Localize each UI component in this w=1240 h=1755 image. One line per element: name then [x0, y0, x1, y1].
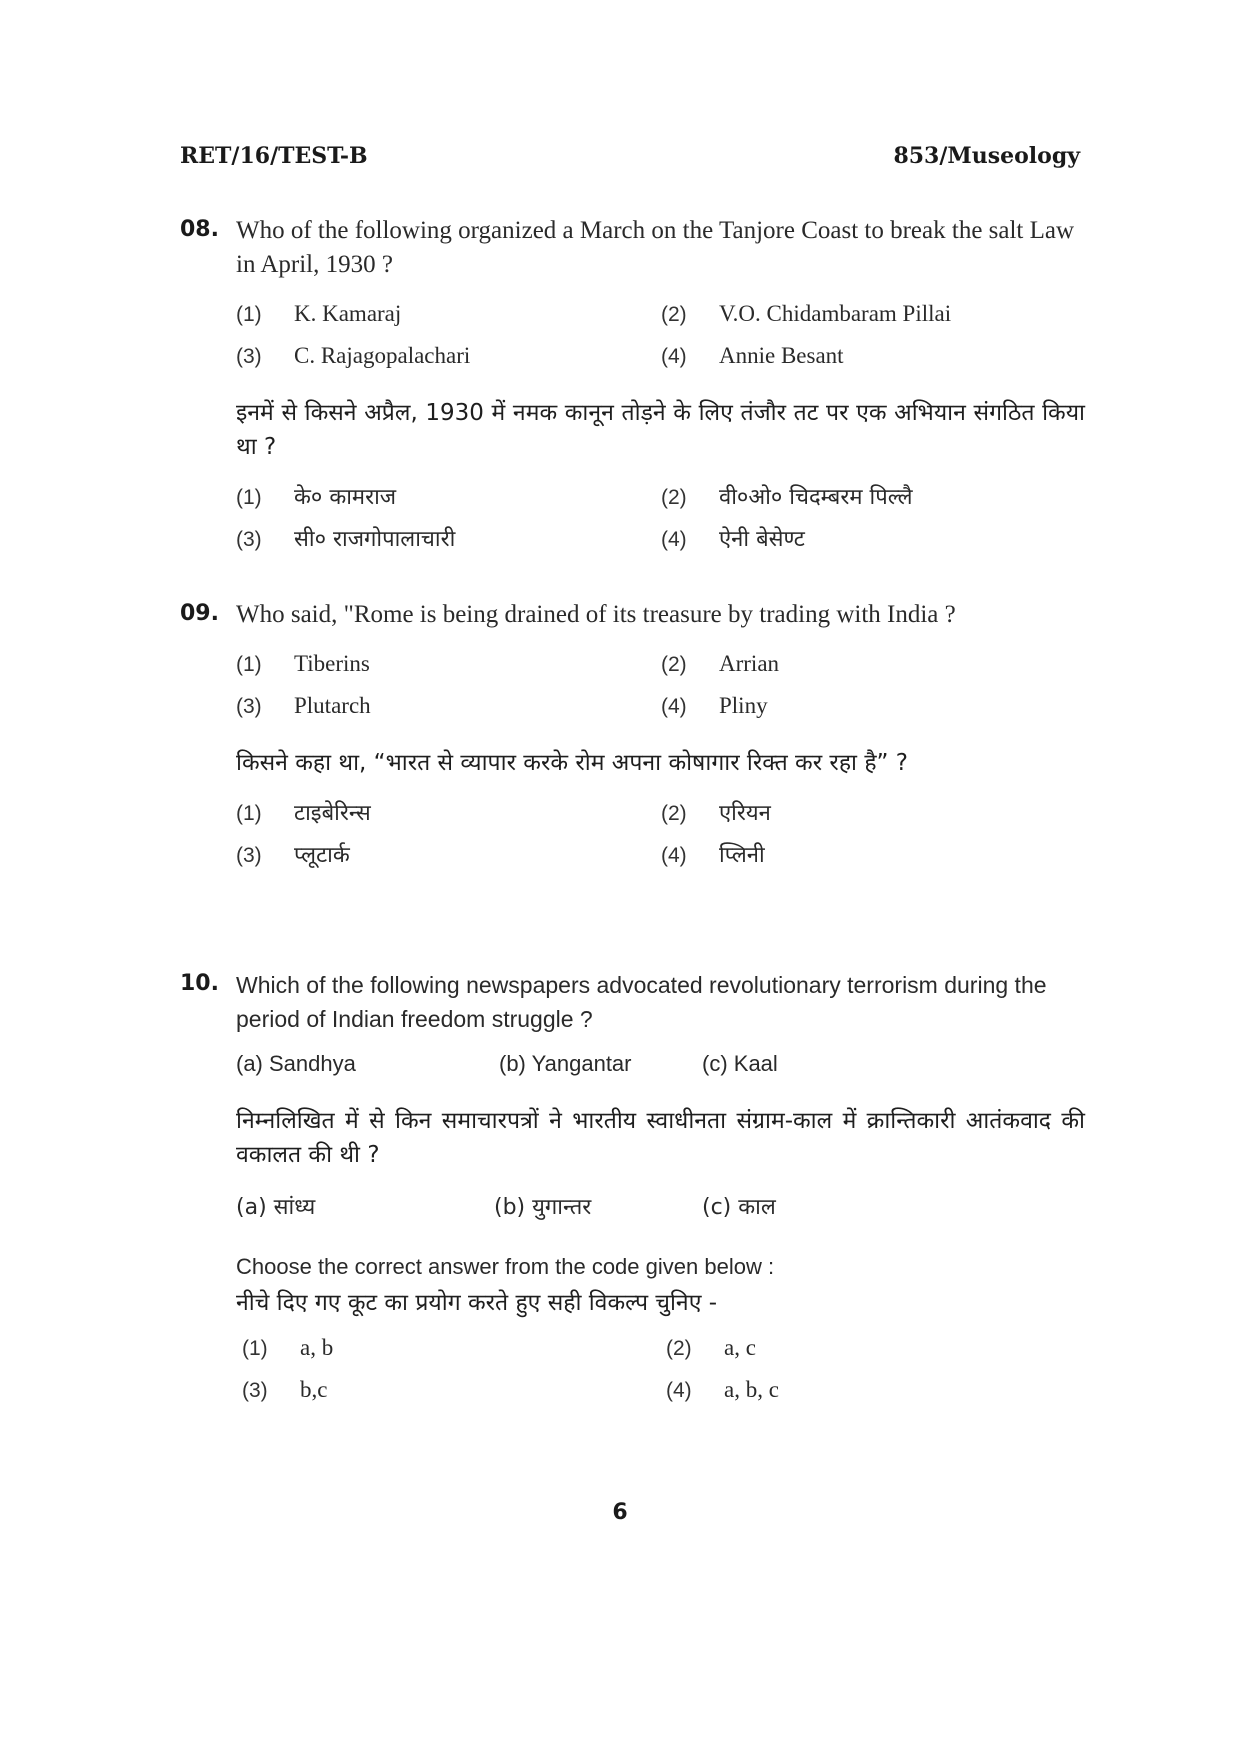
header-test-code: RET/16/TEST-B — [180, 143, 368, 169]
option-4: (4) Annie Besant — [661, 343, 844, 368]
options-en — [236, 644, 1085, 728]
option-3-hi: (3) प्लूटार्क — [236, 843, 350, 868]
answer-options — [236, 1328, 1085, 1412]
option-3-hi: (3) सी० राजगोपालाचारी — [236, 527, 456, 552]
option-1-hi: (1) टाइबेरिन्स — [236, 801, 371, 826]
item-c-hi: (c) काल — [702, 1195, 776, 1220]
option-3: (3) b,c — [242, 1377, 328, 1402]
option-1: (1) K. Kamaraj — [236, 301, 402, 326]
option-4-hi: (4) प्लिनी — [661, 843, 765, 868]
option-1-hi: (1) के० कामराज — [236, 485, 397, 510]
item-c: (c) Kaal — [702, 1051, 778, 1076]
option-3: (3) Plutarch — [236, 693, 371, 718]
question-10 — [180, 968, 1085, 1412]
item-b: (b) Yangantar — [499, 1051, 632, 1076]
question-text-hi: निम्नलिखित में से किन समाचारपत्रों ने भारतीय स्वाधीनता संग्राम-काल में क्रान्तिकारी आतंकवाद की वकालत की थी ? — [236, 1108, 1085, 1168]
question-text-en: Who of the following organized a March on the Tanjore Coast to break the salt Law in April, 1930 ? — [236, 217, 1075, 278]
code-instruction-en: Choose the correct answer from the code given below : — [236, 1254, 775, 1279]
items-hi — [236, 1188, 1085, 1230]
option-4: (4) Pliny — [661, 693, 768, 718]
code-instruction-hi: नीचे दिए गए कूट का प्रयोग करते हुए सही विकल्प चुनिए - — [236, 1290, 718, 1316]
header-subject: 853/Museology — [893, 143, 1080, 169]
question-number: 09. — [180, 601, 219, 626]
option-4-hi: (4) ऐनी बेसेण्ट — [661, 527, 805, 552]
question-text-en: Which of the following newspapers advocated revolutionary terrorism during the period of Indian freedom struggle ? — [236, 972, 1047, 1032]
option-2-hi: (2) एरियन — [661, 801, 771, 826]
option-1: (1) a, b — [242, 1335, 334, 1360]
options-hi — [236, 794, 1085, 878]
option-2-hi: (2) वी०ओ० चिदम्बरम पिल्लै — [661, 485, 913, 510]
option-1: (1) Tiberins — [236, 651, 370, 676]
question-text-hi: किसने कहा था, “भारत से व्यापार करके रोम अपना कोषागार रिक्त कर रहा है” ? — [236, 750, 908, 776]
question-text-en: Who said, "Rome is being drained of its treasure by trading with India ? — [236, 601, 956, 628]
option-2: (2) a, c — [666, 1335, 756, 1360]
items-en — [236, 1044, 1085, 1086]
options-en — [236, 294, 1085, 378]
question-08 — [180, 214, 1085, 562]
question-text-hi: इनमें से किसने अप्रैल, 1930 में नमक कानून तोड़ने के लिए तंजौर तट पर एक अभियान संगठित किया था ? — [236, 400, 1085, 460]
item-a: (a) Sandhya — [236, 1051, 356, 1076]
options-hi — [236, 478, 1085, 562]
item-b-hi: (b) युगान्तर — [494, 1195, 592, 1220]
question-number: 10. — [180, 971, 219, 996]
page-number: 6 — [612, 1500, 628, 1525]
option-4: (4) a, b, c — [666, 1377, 779, 1402]
option-2: (2) Arrian — [661, 651, 780, 676]
option-2: (2) V.O. Chidambaram Pillai — [661, 301, 952, 326]
option-3: (3) C. Rajagopalachari — [236, 343, 471, 368]
question-09 — [180, 598, 1085, 878]
question-number: 08. — [180, 217, 219, 242]
item-a-hi: (a) सांध्य — [236, 1195, 316, 1220]
